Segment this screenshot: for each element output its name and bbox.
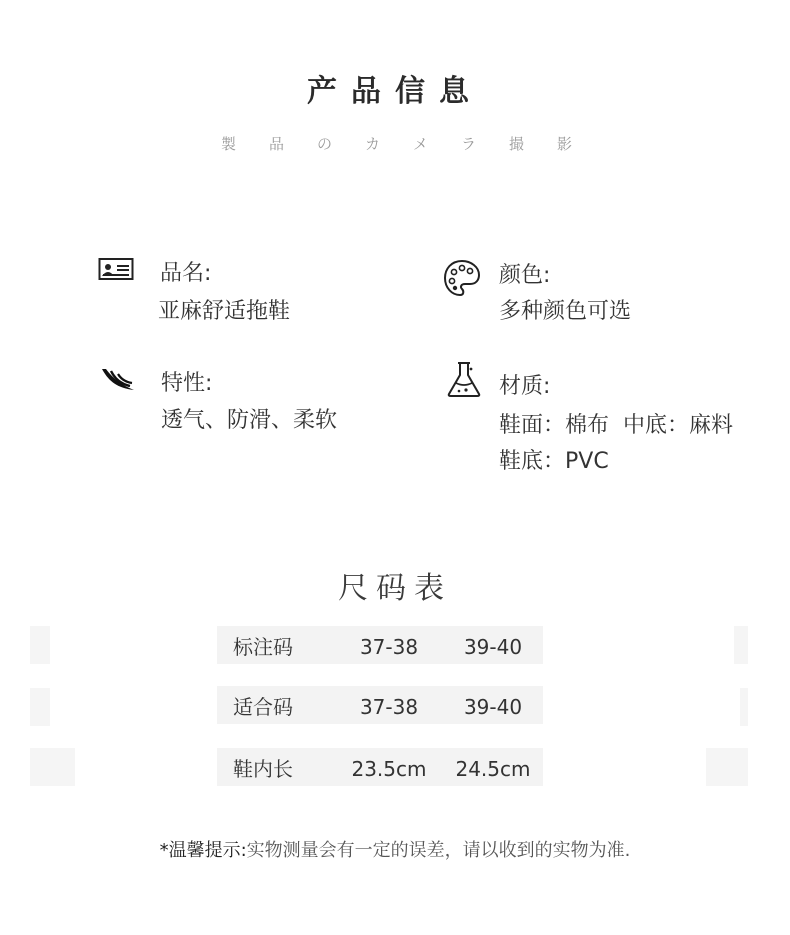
side-strip bbox=[30, 748, 75, 786]
warm-tip-text: 实物测量会有一定的误差，请以收到的实物为准. bbox=[246, 840, 631, 861]
feather-icon bbox=[100, 366, 140, 402]
size-row-length bbox=[217, 748, 543, 786]
side-strip bbox=[706, 748, 748, 786]
side-strip bbox=[30, 626, 50, 664]
size-cell: 标注码 bbox=[233, 635, 293, 659]
flask-icon bbox=[446, 360, 486, 396]
size-cell: 适合码 bbox=[233, 695, 293, 719]
feature-value: 透气、防滑、柔软 bbox=[161, 408, 338, 433]
warm-tip-prefix: *温馨提示: bbox=[159, 840, 247, 861]
size-row-fit bbox=[217, 686, 543, 724]
side-strip bbox=[30, 688, 50, 726]
size-cell: 24.5cm bbox=[455, 757, 531, 781]
size-cell: 39-40 bbox=[463, 695, 523, 719]
size-row-marked bbox=[217, 626, 543, 664]
material-label: 材质: bbox=[499, 374, 551, 399]
side-strip bbox=[740, 688, 748, 726]
color-label: 颜色: bbox=[499, 263, 551, 288]
size-cell: 39-40 bbox=[463, 635, 523, 659]
palette-icon bbox=[443, 258, 483, 294]
feature-label: 特性: bbox=[161, 371, 213, 396]
id-card-icon bbox=[98, 256, 138, 292]
material-upper-mid: 鞋面：棉布 中底：麻料 bbox=[499, 413, 733, 438]
color-value: 多种颜色可选 bbox=[499, 299, 632, 324]
size-cell: 37-38 bbox=[359, 695, 419, 719]
size-cell: 37-38 bbox=[359, 635, 419, 659]
size-cell: 鞋内长 bbox=[233, 757, 293, 781]
side-strip bbox=[734, 626, 748, 664]
material-sole: 鞋底：PVC bbox=[499, 449, 609, 474]
size-chart-title: 尺码表 bbox=[338, 571, 452, 606]
size-cell: 23.5cm bbox=[351, 757, 427, 781]
warm-tip bbox=[0, 836, 790, 862]
name-label: 品名: bbox=[160, 261, 212, 286]
page-subtitle: 製品のカメラ撮影 bbox=[220, 135, 605, 153]
page-title: 产品信息 bbox=[307, 74, 483, 109]
name-value: 亚麻舒适拖鞋 bbox=[158, 299, 291, 324]
